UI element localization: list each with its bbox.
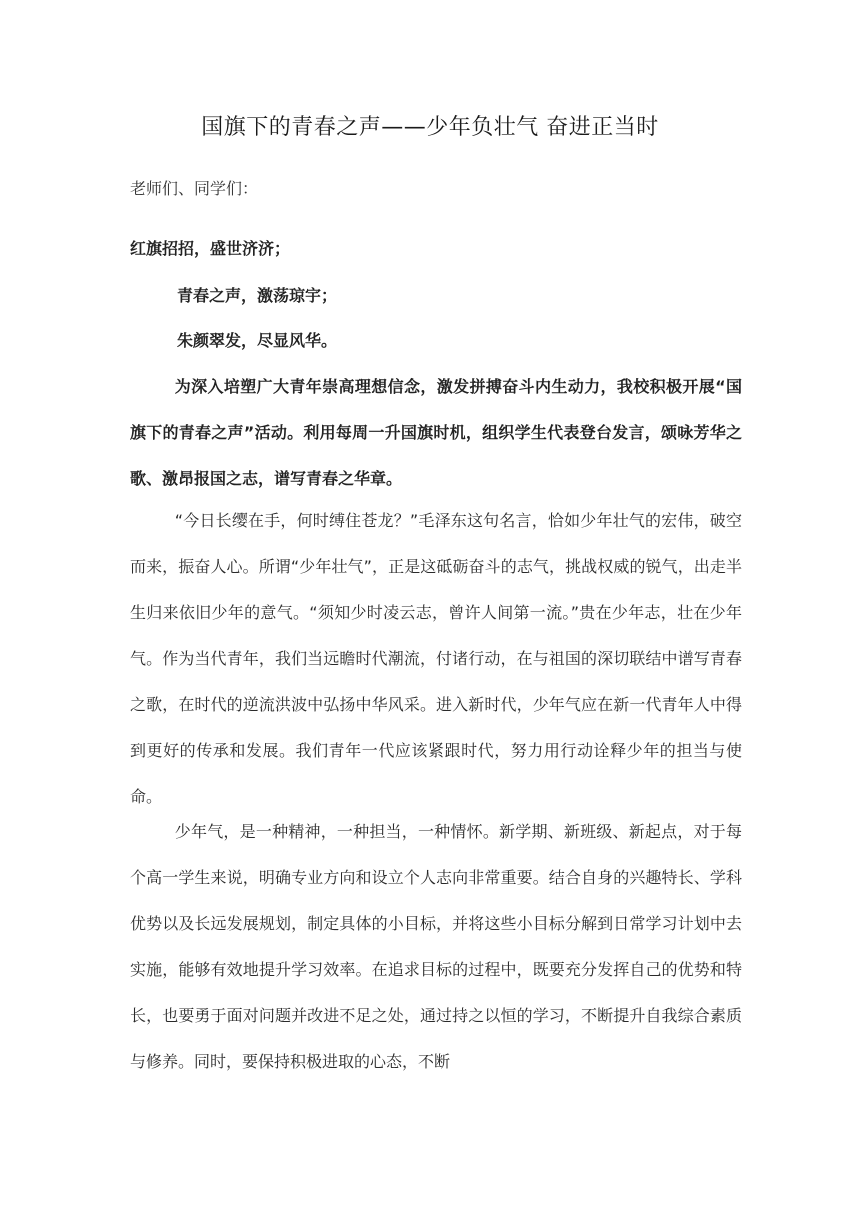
opening-line-3: 朱颜翠发，尽显风华。 [177, 331, 338, 350]
opening-line-2: 青春之声，激荡琼宇； [177, 286, 338, 305]
body-paragraph-2: 少年气，是一种精神，一种担当，一种情怀。新学期、新班级、新起点，对于每个高一学生来说，明确专业方向和设立个人志向非常重要。结合自身的兴趣特长、学科优势以及长远发展规划，制定具体的小目标，并将这些小目标分解到日常学习计划中去实施，能够有效地提升学习效率。在追求目标的过程中，既要充分发挥自己的优势和特长，也要勇于面对问题并改进不足之处，通过持之以恒的学习，不断提升自我综合素质与修养。同时，要保持积极进取的心态，不断 [130, 822, 742, 1071]
opening-line-1: 红旗招招，盛世济济； [130, 239, 291, 258]
intro-paragraph: 为深入培塑广大青年崇高理想信念，激发拼搏奋斗内生动力，我校积极开展“国旗下的青春之声”活动。利用每周一升国旗时机，组织学生代表登台发言，颂咏芳华之歌、激昂报国之志，谱写青春之华章。 [130, 377, 742, 488]
salutation: 老师们、同学们： [130, 179, 259, 198]
document-title: 国旗下的青春之声——少年负壮气 奋进正当时 [201, 115, 659, 140]
body-paragraph-1: “今日长缨在手，何时缚住苍龙？”毛泽东这句名言，恰如少年壮气的宏伟，破空而来，振奋人心。所谓“少年壮气”，正是这砥砺奋斗的志气，挑战权威的锐气，出走半生归来依旧少年的意气。“须知少时凌云志，曾许人间第一流。”贵在少年志，壮在少年气。作为当代青年，我们当远瞻时代潮流，付诸行动，在与祖国的深切联结中谱写青春之歌，在时代的逆流洪波中弘扬中华风采。进入新时代，少年气应在新一代青年人中得到更好的传承和发展。我们青年一代应该紧跟时代，努力用行动诠释少年的担当与使命。 [130, 511, 742, 806]
